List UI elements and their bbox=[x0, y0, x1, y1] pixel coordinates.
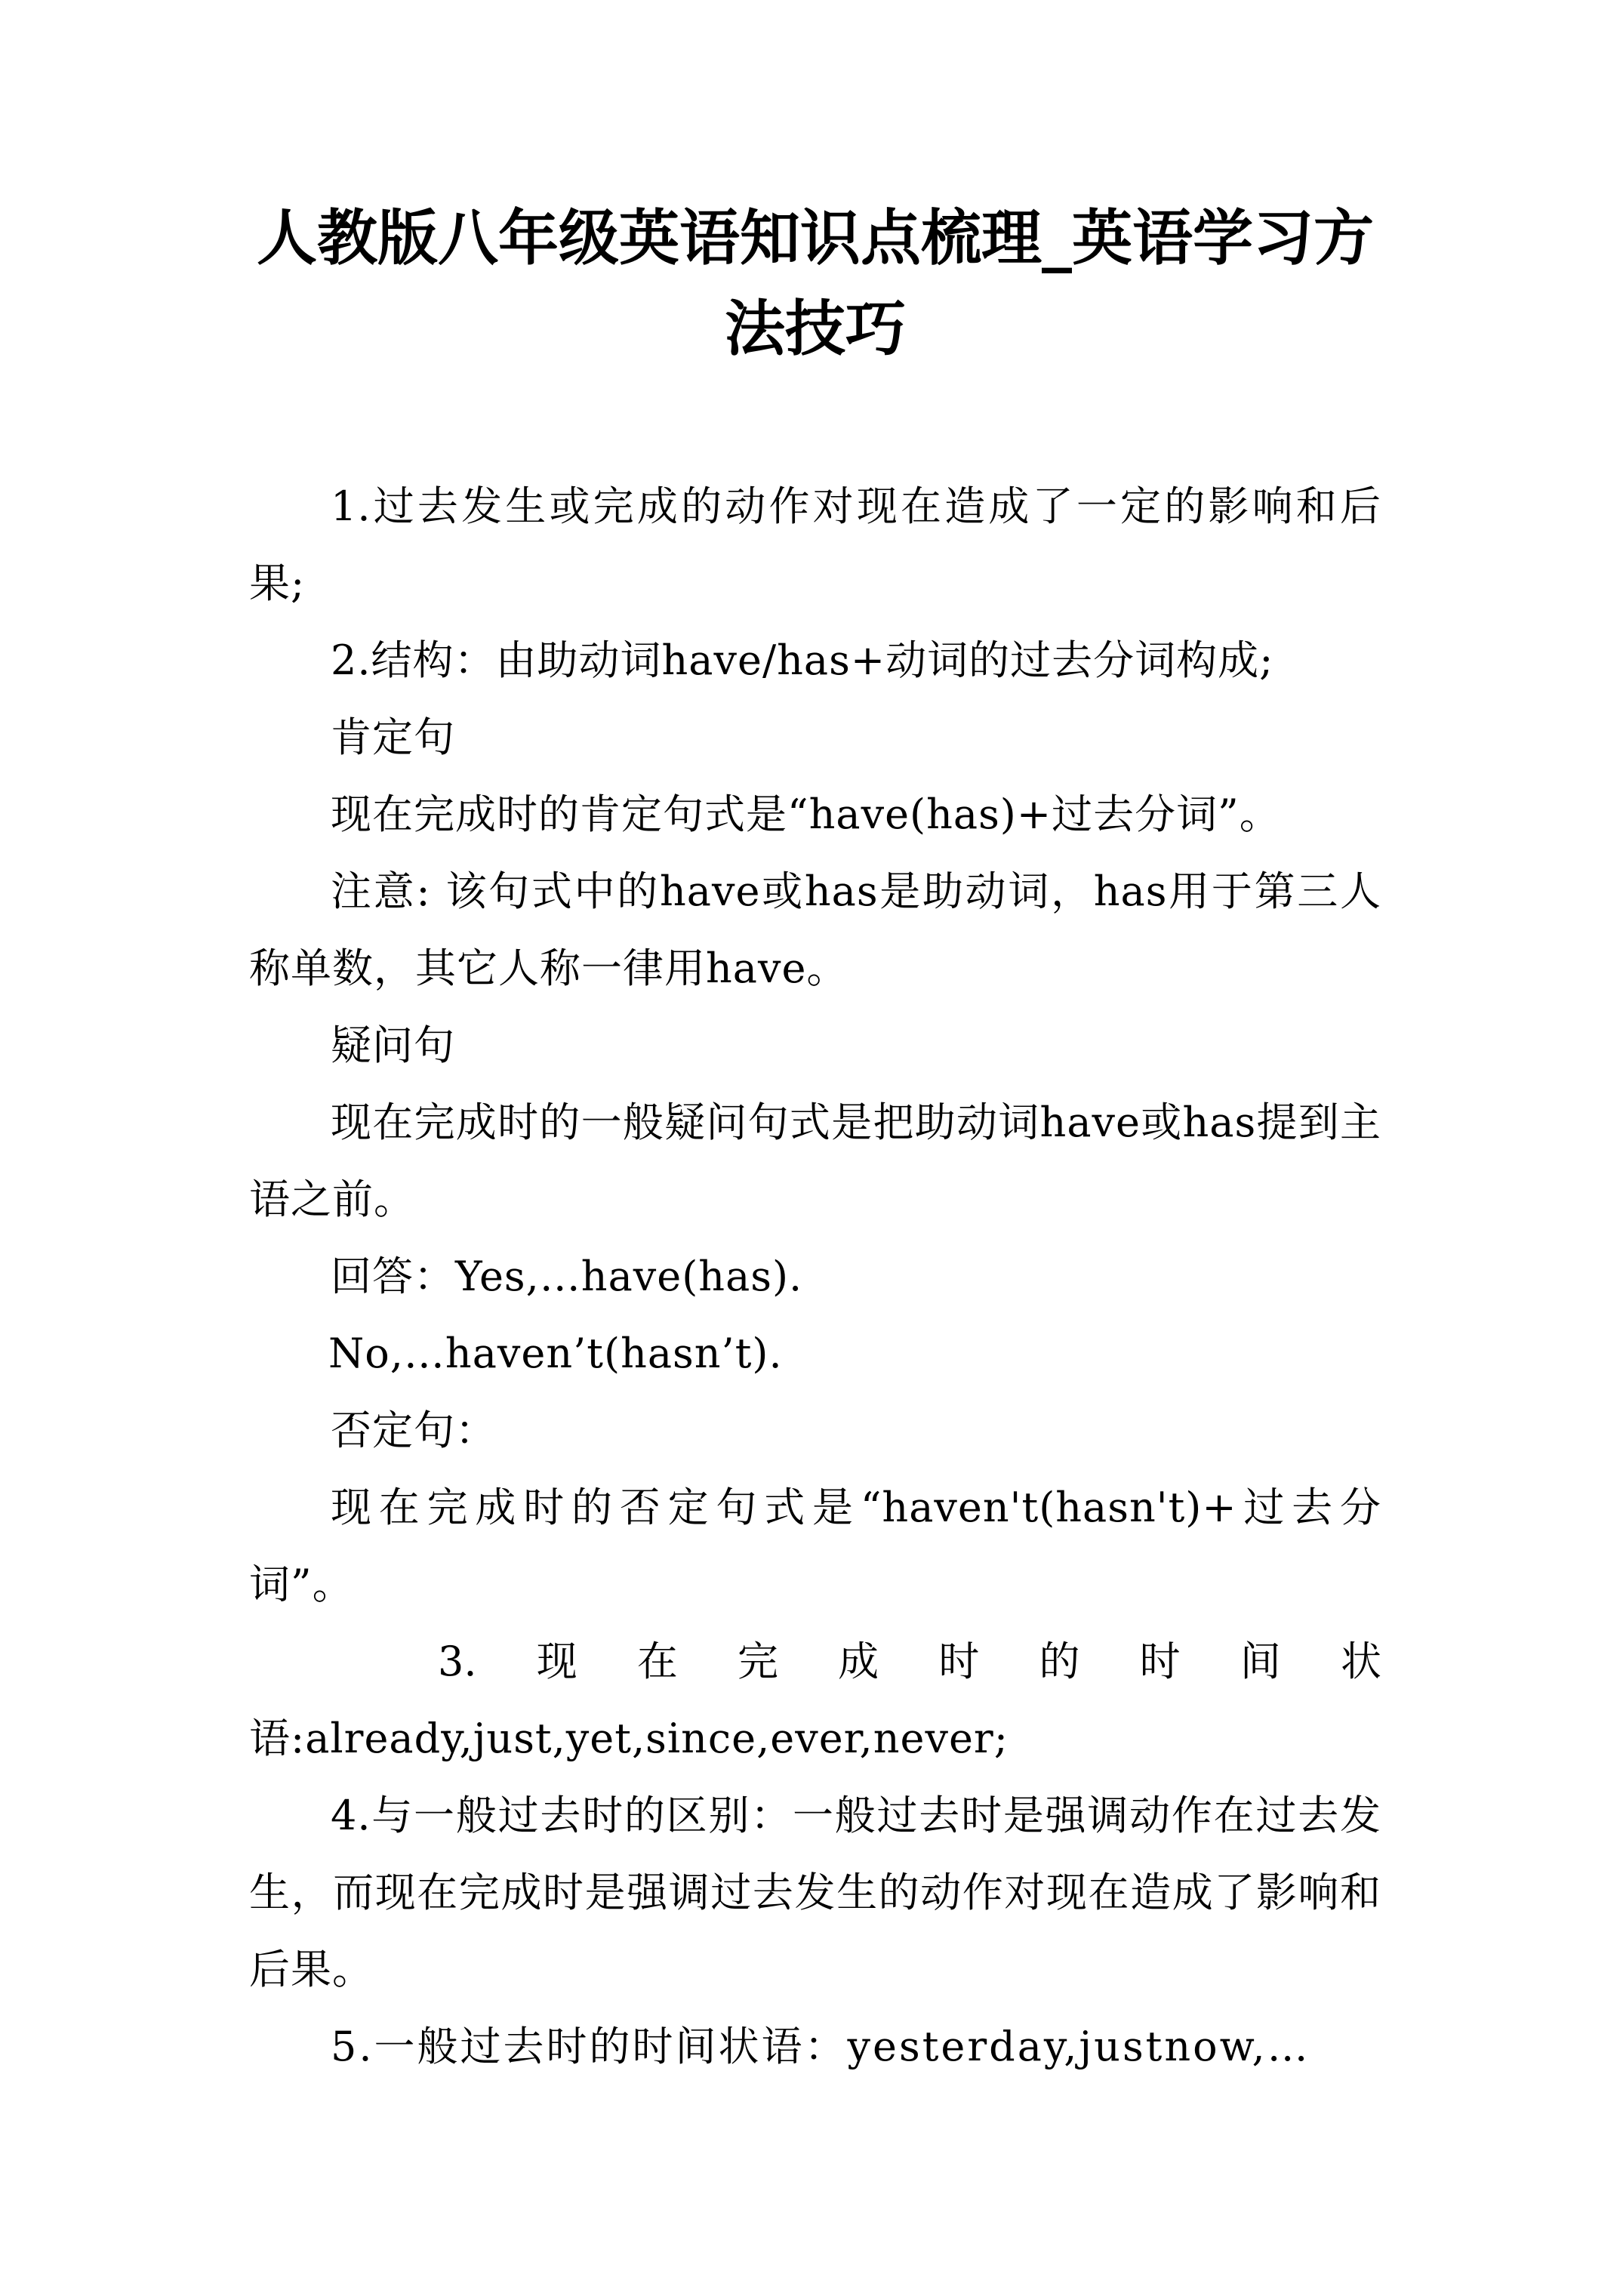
item-3-char: 成 bbox=[838, 1638, 879, 1685]
item-3-char: 完 bbox=[738, 1638, 778, 1685]
item-3-number: 3. bbox=[438, 1638, 477, 1685]
item-3-continuation: 语:already,just,yet,since,ever,never; bbox=[249, 1715, 1009, 1762]
document-body bbox=[249, 468, 1381, 2085]
paragraph-4: 4.与一般过去时的区别：一般过去时是强调动作在过去发生，而现在完成时是强调过去发生的动作对现在造成了影响和后果。 bbox=[249, 1792, 1381, 1993]
paragraph-2: 2.结构：由助动词have/has+动词的过去分词构成; bbox=[331, 636, 1274, 684]
paragraph-note: 注意: 该句式中的have或has是助动词，has用于第三人称单数，其它人称一律用have。 bbox=[249, 868, 1381, 992]
document-title: 人教版八年级英语知识点梳理_英语学习方法技巧 bbox=[257, 202, 1374, 364]
paragraph-question: 现在完成时的一般疑问句式是把助动词have或has提到主语之前。 bbox=[249, 1099, 1381, 1223]
item-3-spaced-line bbox=[249, 1623, 1381, 1700]
paragraph-1: 1.过去发生或完成的动作对现在造成了一定的影响和后果; bbox=[249, 482, 1381, 607]
paragraph-answer-no: No,…haven’t(hasn’t). bbox=[328, 1330, 783, 1377]
paragraph-negative: 现在完成时的否定句式是“haven't(hasn't)+过去分词”。 bbox=[249, 1484, 1381, 1608]
item-3-char: 时 bbox=[938, 1638, 980, 1685]
item-3-char: 间 bbox=[1240, 1638, 1281, 1685]
paragraph-affirmative: 现在完成时的肯定句式是“have(has)+过去分词”。 bbox=[331, 791, 1281, 838]
item-3-char: 状 bbox=[1340, 1638, 1381, 1685]
heading-negative: 否定句： bbox=[331, 1407, 497, 1454]
item-3-char: 现 bbox=[536, 1638, 577, 1685]
item-3-char: 在 bbox=[636, 1638, 678, 1685]
item-3-char: 的 bbox=[1039, 1638, 1080, 1685]
heading-affirmative: 肯定句 bbox=[331, 713, 455, 761]
heading-question: 疑问句 bbox=[331, 1022, 455, 1069]
paragraph-answer-yes: 回答：Yes,…have(has). bbox=[331, 1253, 803, 1300]
paragraph-5: 5.一般过去时的时间状语：yesterday,justnow,… bbox=[331, 2023, 1310, 2070]
item-3-char: 时 bbox=[1139, 1638, 1181, 1685]
